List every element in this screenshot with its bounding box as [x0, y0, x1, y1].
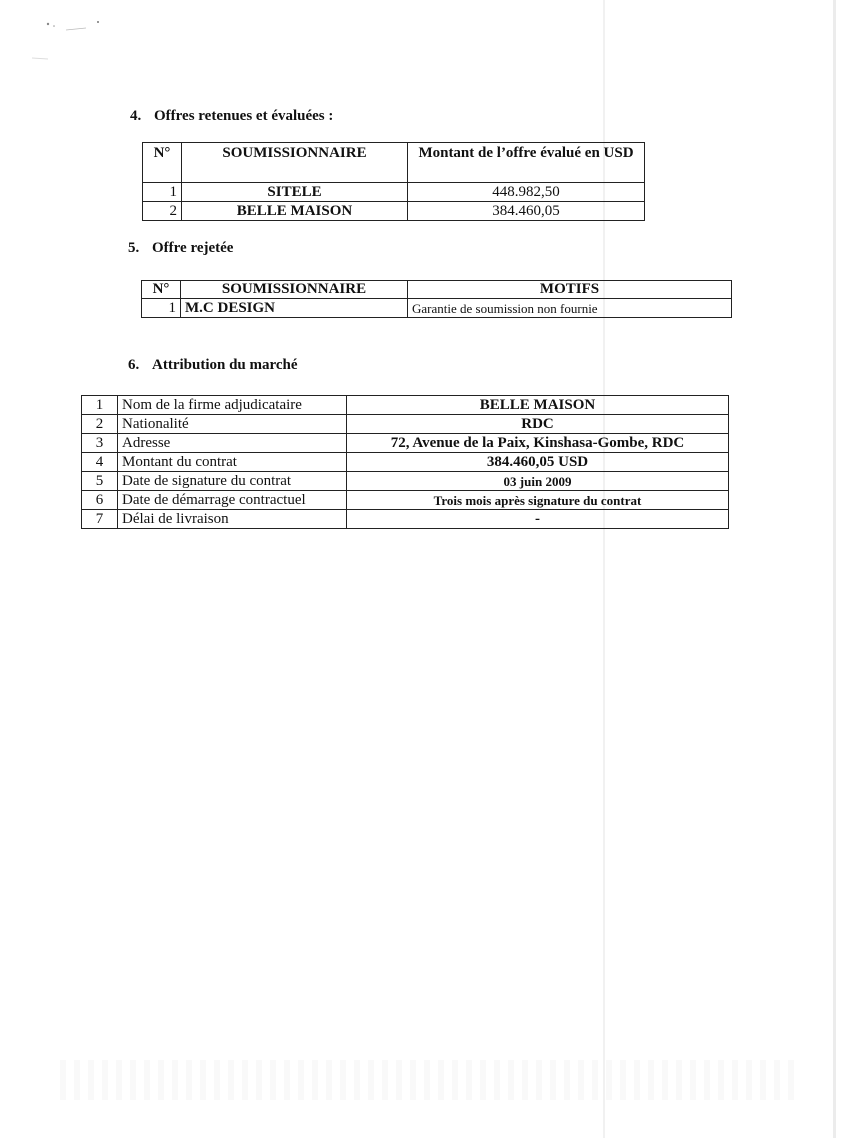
bidder-name: SITELE — [182, 183, 408, 202]
row-number: 1 — [142, 299, 181, 318]
col-header-bidder: SOUMISSIONNAIRE — [181, 281, 408, 299]
row-number: 5 — [82, 472, 118, 491]
table-header-row — [143, 143, 645, 183]
table-row — [143, 202, 645, 221]
table-row — [82, 434, 729, 453]
field-value: RDC — [347, 415, 729, 434]
section-title: Offres retenues et évaluées : — [154, 108, 334, 124]
row-number: 1 — [143, 183, 182, 202]
table-row — [82, 491, 729, 510]
field-label: Nom de la firme adjudicataire — [118, 396, 347, 415]
field-label: Date de démarrage contractuel — [118, 491, 347, 510]
section-number: 6. — [128, 357, 140, 373]
field-value: 72, Avenue de la Paix, Kinshasa-Gombe, RDC — [347, 434, 729, 453]
rejection-reason: Garantie de soumission non fournie — [408, 299, 732, 318]
field-label: Date de signature du contrat — [118, 472, 347, 491]
field-label: Délai de livraison — [118, 510, 347, 529]
field-label: Montant du contrat — [118, 453, 347, 472]
table-row — [143, 183, 645, 202]
table-row — [82, 453, 729, 472]
section-title: Attribution du marché — [152, 357, 298, 373]
section-4-heading — [130, 108, 333, 125]
section-number: 4. — [130, 108, 142, 124]
field-value: 03 juin 2009 — [347, 472, 729, 491]
bidder-name: BELLE MAISON — [182, 202, 408, 221]
section-title: Offre rejetée — [152, 240, 234, 256]
table-row — [82, 396, 729, 415]
col-header-reasons: MOTIFS — [408, 281, 732, 299]
rejected-offer-table — [141, 280, 732, 318]
col-header-amount: Montant de l’offre évalué en USD — [408, 143, 645, 183]
table-row — [82, 510, 729, 529]
field-value: - — [347, 510, 729, 529]
table-row — [142, 299, 732, 318]
retained-offers-table — [142, 142, 645, 221]
table-row — [82, 472, 729, 491]
field-value: BELLE MAISON — [347, 396, 729, 415]
table-row — [82, 415, 729, 434]
scan-noise — [60, 1060, 800, 1100]
offer-amount: 448.982,50 — [408, 183, 645, 202]
col-header-bidder: SOUMISSIONNAIRE — [182, 143, 408, 183]
bidder-name: M.C DESIGN — [181, 299, 408, 318]
field-label: Adresse — [118, 434, 347, 453]
field-value: Trois mois après signature du contrat — [347, 491, 729, 510]
row-number: 1 — [82, 396, 118, 415]
col-header-no: N° — [142, 281, 181, 299]
section-6-heading — [128, 357, 298, 374]
scan-specks — [30, 14, 120, 64]
row-number: 2 — [143, 202, 182, 221]
field-label: Nationalité — [118, 415, 347, 434]
section-5-heading — [128, 240, 233, 257]
row-number: 6 — [82, 491, 118, 510]
row-number: 7 — [82, 510, 118, 529]
row-number: 3 — [82, 434, 118, 453]
col-header-no: N° — [143, 143, 182, 183]
table-header-row — [142, 281, 732, 299]
offer-amount: 384.460,05 — [408, 202, 645, 221]
row-number: 4 — [82, 453, 118, 472]
field-value: 384.460,05 USD — [347, 453, 729, 472]
section-number: 5. — [128, 240, 140, 256]
scan-edge-line — [833, 0, 836, 1138]
row-number: 2 — [82, 415, 118, 434]
contract-award-table — [81, 395, 729, 529]
